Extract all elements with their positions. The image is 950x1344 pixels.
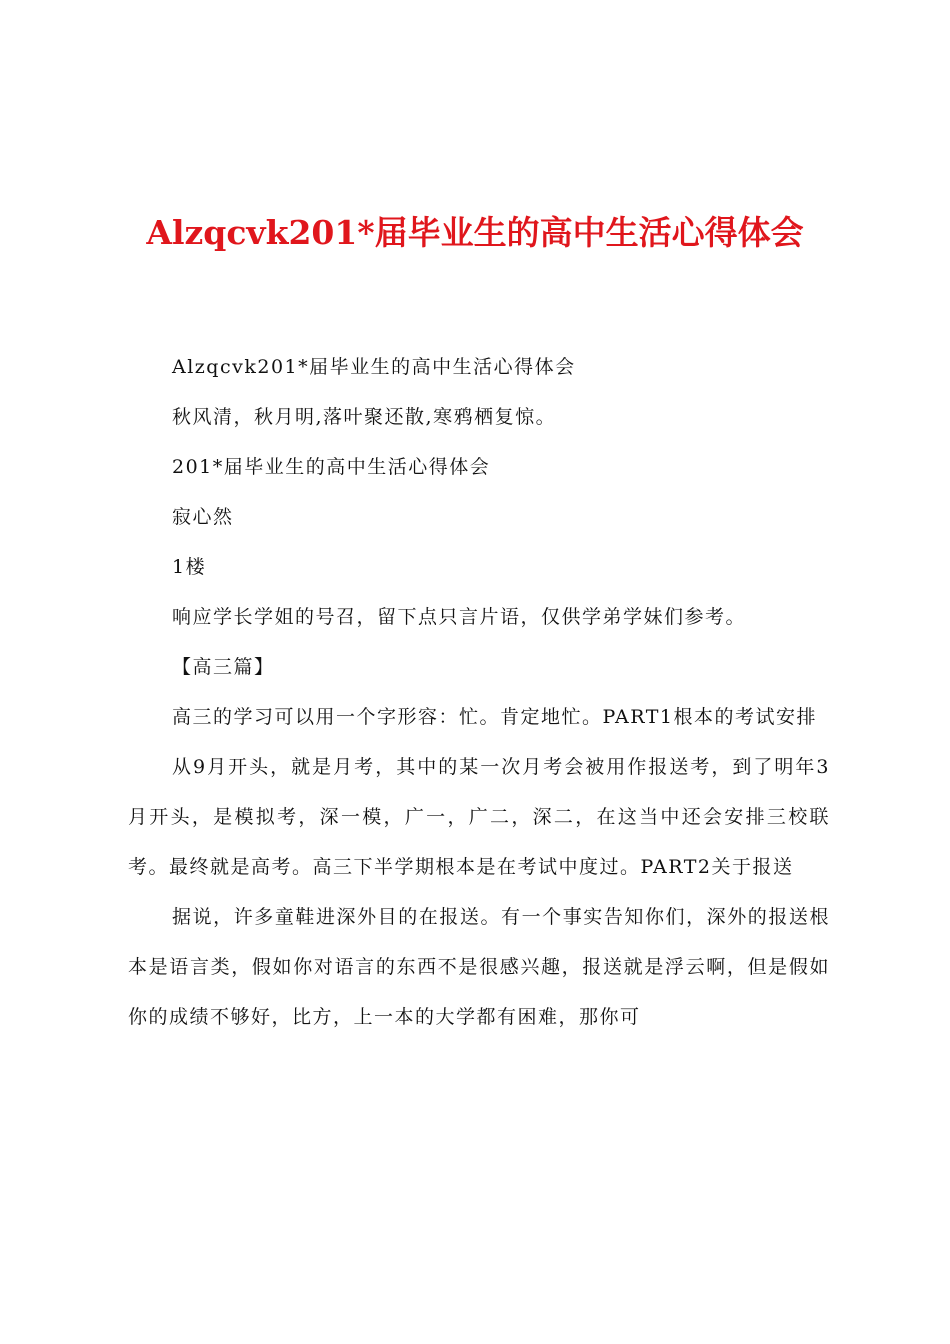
paragraph: 寂心然	[172, 506, 234, 528]
paragraph: 响应学长学姐的号召，留下点只言片语，仅供学弟学妹们参考。	[172, 606, 747, 628]
paragraph: 据说，许多童鞋进深外目的在报送。有一个事实告知你们，深外的报送根本是语言类，假如你对语言的东西不是很感兴趣，报送就是浮云啊，但是假如你的成绩不够好，比方，上一本的大学都有困难，那你可	[128, 906, 830, 1028]
paragraph: 高三的学习可以用一个字形容：忙。肯定地忙。PART1根本的考试安排	[172, 706, 817, 728]
document-body	[128, 342, 830, 1042]
paragraph: 从9月开头，就是月考，其中的某一次月考会被用作报送考，到了明年3月开头，是模拟考，深一模，广一，广二，深二，在这当中还会安排三校联考。最终就是高考。高三下半学期根本是在考试中度过。PART2关于报送	[128, 756, 830, 878]
paragraph: 201*届毕业生的高中生活心得体会	[172, 456, 491, 478]
paragraph: 秋风清，秋月明,落叶聚还散,寒鸦栖复惊。	[172, 406, 557, 428]
document-title: Alzqcvk201*届毕业生的高中生活心得体会	[146, 213, 804, 252]
section-heading: 【高三篇】	[172, 656, 275, 678]
paragraph: 1楼	[172, 556, 207, 578]
paragraph: Alzqcvk201*届毕业生的高中生活心得体会	[172, 356, 576, 378]
